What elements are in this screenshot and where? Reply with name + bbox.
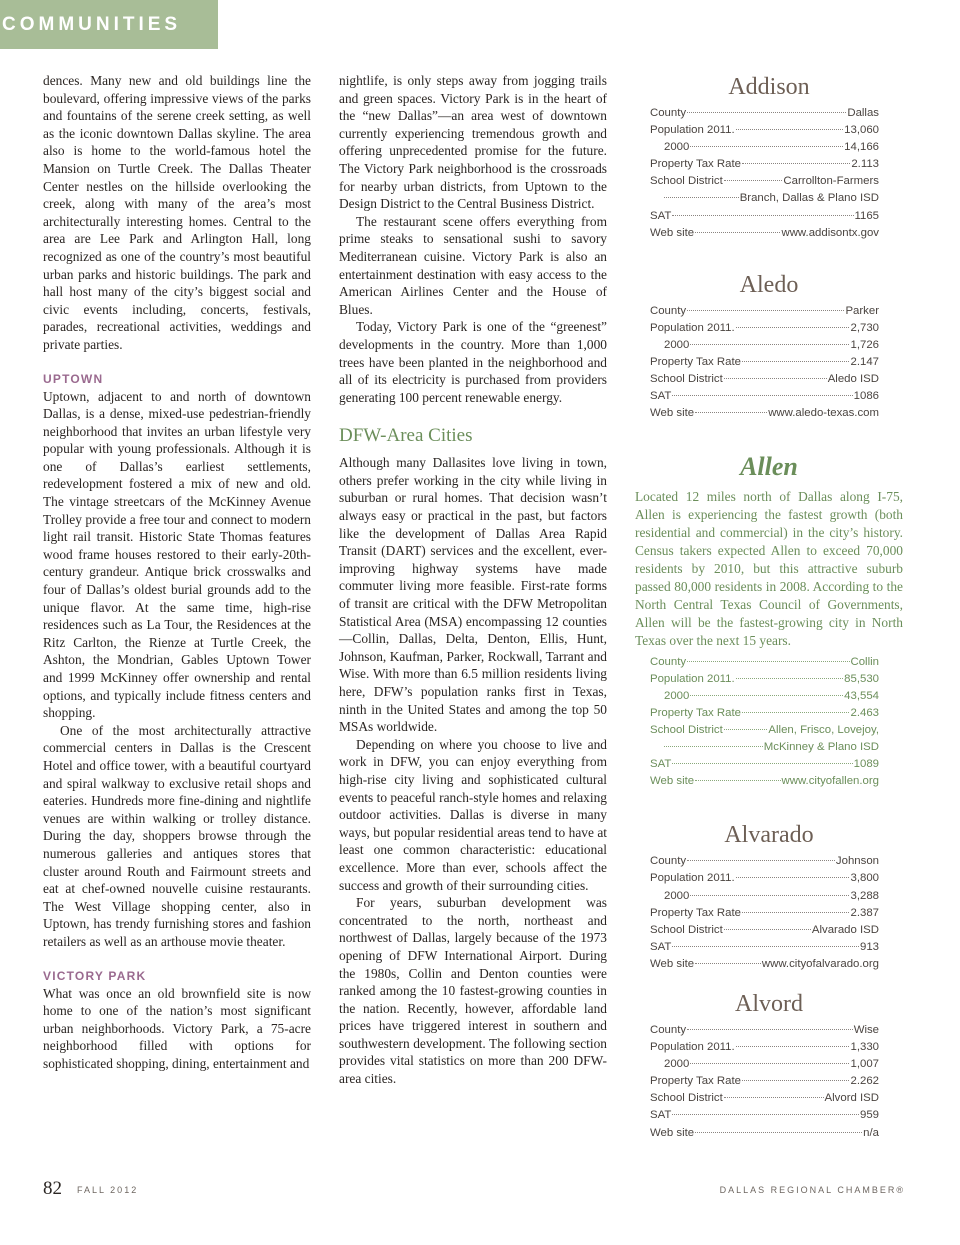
stat-population-2011: Population 2011. 13,060 [650,124,879,137]
stats-list [650,303,879,423]
stat-county: County Parker [650,304,879,317]
stat-sat: SAT 1086 [650,390,879,403]
issue-season: FALL 2012 [77,1185,139,1195]
stat-sat: SAT 1165 [650,209,879,222]
stat-tax-rate: Property Tax Rate 2.387 [650,906,879,919]
publisher-name: DALLAS REGIONAL CHAMBER® [719,1185,905,1195]
paragraph: Uptown, adjacent to and north of downtown Dallas, is a dense, mixed-use pedestrian-friendly neighborhood that invites an urban lifestyle very popular with young professionals. Although it is one of Dallas’s earliest settlements, redevelopment fostered a mix of new and old. The vintage streetcars of the McKinney Avenue Trolley provide a free tour and connect to modern light rail transit. Historic State Thomas features wood frame houses restored to their early-20th-century grandeur. Antique brick crosswalks and four of Dallas’s oldest burial grounds add to the unique flavor. At the same time, high-rise residences such as La Tour, the Residences at the Ritz Carlton, the Rienze at Turtle Creek, the Ashton, the Mondrian, Gables Uptown Tower and 1999 McKinney offer ownership and rental options, and typically include fitness centers and shopping. [43,388,311,721]
city-stats-column [635,72,903,1142]
stats-list [650,654,879,791]
stat-county: County Wise [650,1023,879,1036]
stat-school-district: School District Aledo ISD [650,373,879,386]
paragraph: One of the most architecturally attractive commercial centers in Dallas is the Crescent Hotel and office tower, with a beautiful courtyard and spiral walkway to exclusive retail shops and eateries. Hundreds more fine-dining and nightlife venues are within walking or trolley distance. During the day, shoppers browse through the numerous galleries and antiques stores that cluster around Routh and Fairmount streets and eat at chef-owned nouvelle cuisine restaurants. The West Village shopping center, also in Uptown, has trendy furnishing stores and fashion retailers as well as an arthouse movie theater. [43,722,311,949]
stat-population-2000: 2000 1,726 [664,338,879,351]
city-alvarado [635,820,903,973]
stat-population-2011: Population 2011. 3,800 [650,872,879,885]
stat-school-district: School District Carrollton-Farmers [650,175,879,188]
stats-list [650,105,879,242]
paragraph: Although many Dallasites love living in town, others prefer working in the city while living in suburban or rural homes. That decision wasn’t always easy or practical in the past, but factors like the development of Dallas Area Rapid Transit (DART) services and the excellent, ever-improving highway systems have made commuter living more feasible. First-rate forms of transit are critical with the DFW Metropolitan Statistical Area (MSA) encompassing 12 counties—Collin, Dallas, Delta, Denton, Ellis, Hunt, Johnson, Kaufman, Parker, Rockwall, Tarrant and Wise. With more than 6.5 million residents living here, DFW’s population ranks first in Texas, ninth in the United States and among the top 50 MSAs worldwide. [339,455,607,735]
stat-county: County Johnson [650,855,879,868]
stat-school-district-cont: McKinney & Plano ISD [650,739,879,756]
stats-list [650,1022,879,1142]
stat-school-district-cont: Branch, Dallas & Plano ISD [650,190,879,207]
stat-sat: SAT 913 [650,940,879,953]
stat-county: County Collin [650,655,879,668]
article-column-2 [339,72,607,1088]
article-column-1 [43,72,311,1072]
city-allen [635,452,903,790]
stat-county: County Dallas [650,107,879,119]
city-name: Addison [728,74,810,100]
stat-tax-rate: Property Tax Rate 2.113 [650,158,879,171]
stat-population-2000: 2000 14,166 [664,141,879,154]
stats-list [650,853,879,973]
city-name: Allen [740,452,798,482]
city-description: Located 12 miles north of Dallas along I-75, Allen is experiencing the fastest growth (both residential and commercial) in the city’s history. Census takers expected Allen to exceed 70,000 residents by 2010, but this attractive suburb passed 80,000 residents in 2008. According to the North Central Texas Council of Governments, Allen will be the fastest-growing city in North Texas over the next 15 years. [635,489,903,648]
paragraph: Depending on where you choose to live and work in DFW, you can enjoy everything from high-rise city living and sophisticated cultural events to peaceful ranch-style homes and relaxing outdoor activities. Dallas is diverse in many ways, but popular residential areas tend to have at least one common characteristic: educational excellence. More than ever, schools affect the success and growth of their surrounding cities. [339,736,607,893]
stat-school-district: School District Allen, Frisco, Lovejoy, [650,723,879,736]
page-number: 82 [43,1178,62,1199]
paragraph: nightlife, is only steps away from jogging trails and green spaces. Victory Park is in the heart of the “new Dallas”—an area west of downtown currently experiencing tremendous growth and offering unprecedented promise for the future. The Victory Park neighborhood is the crossroads for nearby urban districts, from Uptown to the Design District to the Central Business District. [339,73,607,212]
stat-population-2000: 2000 43,554 [664,689,879,702]
dfw-area-cities-heading: DFW-Area Cities [339,425,473,447]
city-aledo [635,270,903,423]
section-label: COMMUNITIES [2,14,182,35]
stat-population-2000: 2000 1,007 [664,1058,879,1071]
city-name: Alvord [735,990,803,1017]
paragraph: dences. Many new and old buildings line the boulevard, offering impressive views of the parks and fountains of the serene creek setting, as well as the iconic downtown Dallas skyline. The area also is home to the world-famous hotel the Mansion on Turtle Creek. The Dallas Theater Center nestles on the hillside overlooking the creek, along with many of the area’s most architecturally interesting homes. Central to the area are Lee Park and Arlington Hall, long recognized as one of the country’s most beautiful urban parks and historic buildings. The park and hall host many of the city’s biggest social and civic events including, concerts, festivals, parades, recreational activities, weddings and private parties. [43,73,311,352]
stat-population-2000: 2000 3,288 [664,889,879,902]
stat-website[interactable]: Web site www.cityofalvarado.org [650,957,879,970]
stat-tax-rate: Property Tax Rate 2.262 [650,1075,879,1088]
stat-website[interactable]: Web site www.cityofallen.org [650,775,879,788]
stat-tax-rate: Property Tax Rate 2.147 [650,356,879,369]
section-tab [0,0,218,49]
stat-school-district: School District Alvord ISD [650,1092,879,1105]
city-addison [635,72,903,242]
stat-school-district: School District Alvarado ISD [650,923,879,936]
stat-population-2011: Population 2011. 1,330 [650,1041,879,1054]
stat-website: Web site n/a [650,1126,879,1139]
victory-park-heading: VICTORY PARK [43,968,147,983]
stat-population-2011: Population 2011. 2,730 [650,321,879,334]
paragraph: The restaurant scene offers everything from prime steaks to sensational sushi to savory Mediterranean cuisine. Victory Park is also an entertainment destination with easy access to the American Airlines Center and the House of Blues. [339,213,607,317]
uptown-heading: UPTOWN [43,371,104,386]
stat-sat: SAT 1089 [650,758,879,771]
city-alvord [635,989,903,1142]
stat-sat: SAT 959 [650,1109,879,1122]
paragraph: For years, suburban development was concentrated to the north, northeast and northwest of Dallas, largely because of the 1973 opening of DFW International Airport. During the 1980s, Collin and Denton counties were ranked among the 10 fastest-growing counties in the nation. Recently, however, affordable land prices have triggered interest in southern and southwestern development. The following section provides vital statistics on more than 200 DFW-area cities. [339,895,607,1087]
city-name: Alvarado [724,822,814,849]
paragraph: What was once an old brownfield site is now home to one of the nation’s most significant urban neighborhoods. Victory Park, a 75-acre neighborhood filled with options for sophisticated shopping, dining, entertainment and [43,985,311,1071]
city-name: Aledo [739,271,799,298]
stat-website[interactable]: Web site www.aledo-texas.com [650,407,879,420]
stat-website[interactable]: Web site www.addisontx.gov [650,226,879,239]
stat-tax-rate: Property Tax Rate 2.463 [650,706,879,719]
stat-population-2011: Population 2011. 85,530 [650,672,879,685]
paragraph: Today, Victory Park is one of the “greenest” developments in the country. More than 1,000 trees have been planted in the neighborhood and all of its electricity is purchased from providers generating 100 percent renewable energy. [339,319,607,405]
